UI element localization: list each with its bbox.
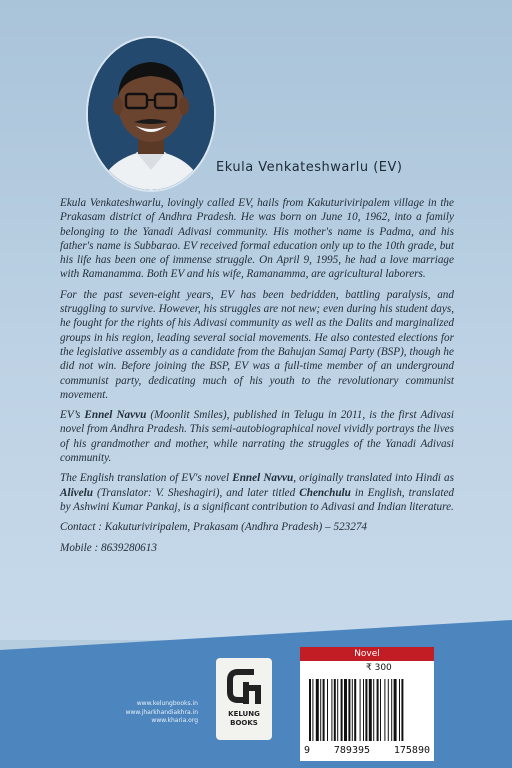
- text-run: For the past seven-eight years, EV has been bedridden, battling paralysis, and struggling to survive. However, his struggles are not new; even during his student days, he fought for the rights of his Adivasi community as well as the Dalits and marginalized groups in his region, leading several social movements. He also contested elections for the legislative assembly as a candidate from the Bahujan Samaj Party (BSP), though he did not win. Before joining the BSP, EV was a full-time member of an underground communist party, dedicating much of his youth to the revolutionary communist movement.: [60, 288, 454, 401]
- author-photo: [88, 38, 214, 190]
- barcode-icon: [307, 679, 427, 743]
- book-title: Ennel Navvu: [84, 409, 147, 422]
- price-barcode-box: [300, 647, 434, 761]
- text-run: (Translator: V. Sheshagiri), and later titled: [92, 486, 300, 499]
- publisher-mark-icon: [224, 666, 264, 706]
- text-run: EV’s: [60, 409, 85, 422]
- website-link[interactable]: www.kelungbooks.in: [136, 700, 198, 707]
- book-title: Ennel Navvu: [232, 472, 294, 485]
- price: ₹ 300: [366, 663, 392, 673]
- text-run: (Moonlit Smiles), published in Telugu in 2011, is the first Adivasi novel from Andhra Pradesh. This semi-autobiographical novel vividly portrays the lives of his grandmother and mother, while narrating the struggles of the Yanadi Adivasi community.: [60, 409, 455, 465]
- website-link[interactable]: www.kharia.org: [151, 717, 198, 724]
- website-list: [108, 700, 198, 726]
- website-link[interactable]: www.jharkhandiakhra.in: [125, 708, 198, 716]
- text-run: The English translation of EV's novel: [60, 472, 233, 485]
- genre-label: Novel: [300, 647, 434, 661]
- bio-paragraph: [60, 196, 454, 282]
- publisher-name: KELUNG BOOKS: [228, 710, 260, 727]
- text-run: , originally translated into Hindi as: [293, 472, 454, 485]
- bio-paragraph: [60, 288, 454, 402]
- contact-address: Contact : Kakuturiviripalem, Prakasam (Andhra Pradesh) – 523274: [60, 521, 368, 534]
- isbn-number: 9 789395 175890: [304, 745, 430, 756]
- publisher-logo: [216, 658, 272, 740]
- author-name: Ekula Venkateshwarlu (EV): [216, 160, 403, 175]
- text-run: Ekula Venkateshwarlu, lovingly called EV, hails from Kakuturiviripalem village in the Prakasam district of Andhra Pradesh. He was born on June 10, 1962, into a family belonging to the Yanadi Adivasi community. His mother's name is Padma, and his father's name is Subbarao. EV received formal education only up to the 10th grade, but his life has been one of immense struggle. On April 9, 1995, he had a love marriage with Ramanamma. Both EV and his wife, Ramanamma, are agricultural laborers.: [60, 197, 454, 281]
- contact-mobile: Mobile : 8639280613: [60, 541, 157, 554]
- text-run: in English, translated by Ashwini Kumar Pankaj, is a significant contribution to Adivasi and Indian literature.: [60, 486, 454, 513]
- bio-paragraph: [60, 408, 454, 465]
- bio-paragraph: [60, 471, 454, 514]
- book-title: Alivelu: [60, 486, 93, 499]
- author-biography: [60, 196, 454, 561]
- book-title: Chenchulu: [299, 486, 351, 499]
